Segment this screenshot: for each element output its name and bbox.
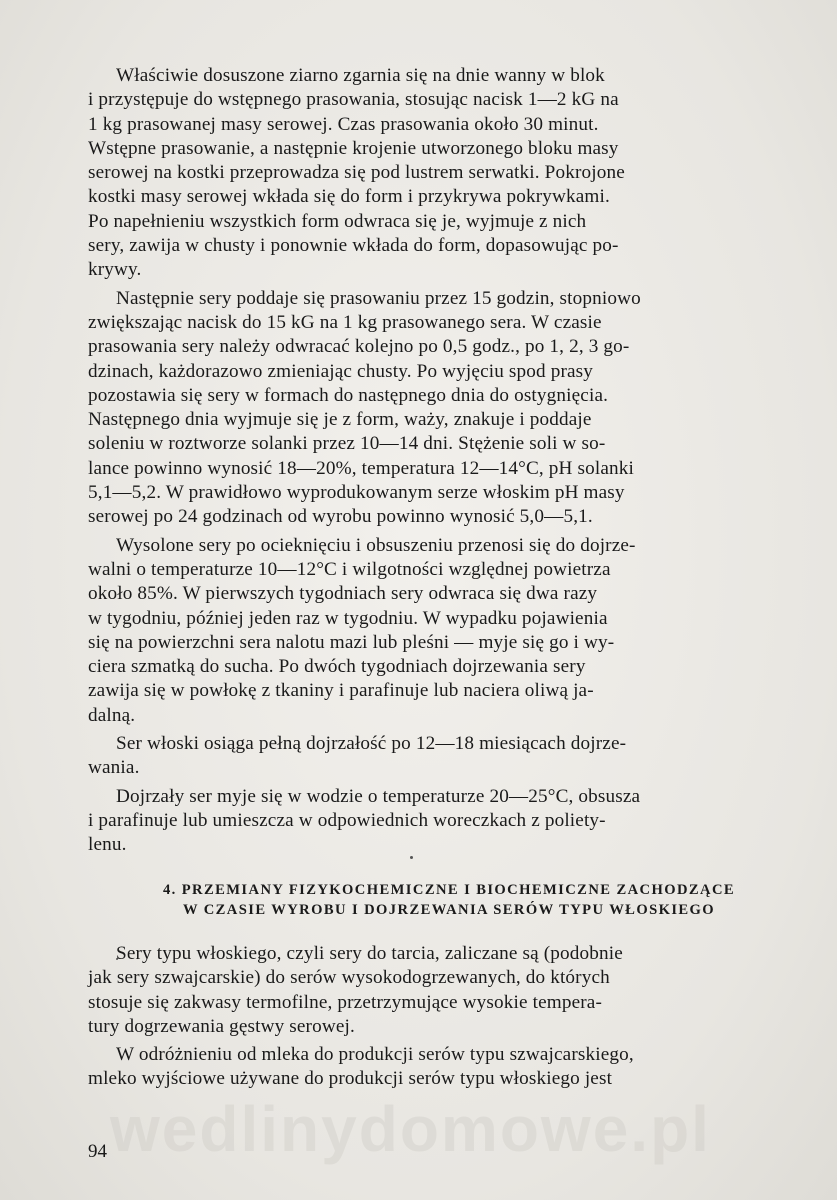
paragraph-pressing: Właściwie dosuszone ziarno zgarnia się na dnie wanny w blok i przystępuje do wstępnego prasowania, stosując nacisk 1—2 kG na 1 kg prasowanej masy serowej. Czas prasowania około 30 minut. Wstępne prasowanie, a następnie krojenie utworzonego bloku masy serowej na kostki przeprowadza się pod lustrem serwatki. Pokrojone kostki masy serowej wkłada się do form i przykrywa pokrywkami. Po napełnieniu wszystkich form odwraca się je, wyjmuje z nich sery, zawija w chusty i ponownie wkłada do form, dopasowując po- krywy. (88, 65, 625, 281)
body-text-top (88, 64, 808, 858)
section-heading-line-1: 4. PRZEMIANY FIZYKOCHEMICZNE I BIOCHEMICZNE ZACHODZĄCE (162, 882, 736, 898)
body-text-bottom (88, 942, 808, 1092)
section-heading (96, 880, 802, 920)
paragraph-washing: Dojrzały ser myje się w wodzie o temperaturze 20—25°C, obsusza i parafinuje lub umieszcza w odpowiednich woreczkach z poliety- lenu. (88, 785, 641, 856)
watermark: wedlinydomowe.pl (110, 1093, 711, 1165)
paragraph-ripening-room: Wysolone sery po ocieknięciu i obsuszeniu przenosi się do dojrze- walni o temperaturze 10—12°C i wilgotności względnej powietrza około 85%. W pierwszych tygodniach sery odwraca się dwa razy w tygodniu, później jeden raz w tygodniu. W wypadku pojawienia się na powierzchni sera nalotu mazi lub pleśni — myje się go i wy- ciera szmatką do sucha. Po dwóch tygodniach dojrzewania sery zawija się w powłokę z tkaniny i parafinuje lub naciera oliwą ja- dalną. (88, 534, 636, 726)
paragraph-milk-difference: W odróżnieniu od mleka do produkcji serów typu szwajcarskiego, mleko wyjściowe używane do produkcji serów typu włoskiego jest (88, 1044, 634, 1090)
paragraph-salting: Następnie sery poddaje się prasowaniu przez 15 godzin, stopniowo zwiększając nacisk do 15 kG na 1 kg prasowanego sera. W czasie prasowania sery należy odwracać kolejno po 0,5 godz., po 1, 2, 3 go- dzinach, każdorazowo zmieniając chusty. Po wyjęciu spod prasy pozostawia się sery w formach do następnego dnia do ostygnięcia. Następnego dnia wyjmuje się je z form, waży, znakuje i poddaje soleniu w roztworze solanki przez 10—14 dni. Stężenie soli w so- lance powinno wynosić 18—20%, temperatura 12—14°C, pH solanki 5,1—5,2. W prawidłowo wyprodukowanym serze włoskim pH masy serowej po 24 godzinach od wyrobu powinno wynosić 5,0—5,1. (88, 287, 641, 528)
print-speck (410, 856, 413, 859)
section-heading-line-2: W CZASIE WYROBU I DOJRZEWANIA SERÓW TYPU WŁOSKIEGO (182, 902, 716, 918)
paragraph-italian-cheese-type: Sery typu włoskiego, czyli sery do tarcia, zaliczane są (podobnie jak sery szwajcarskie) do serów wysokodogrzewanych, do których stosuje się zakwasy termofilne, przetrzymujące wysokie tempera- tury dogrzewania gęstwy serowej. (88, 943, 623, 1037)
page-number: 94 (88, 1141, 107, 1162)
paragraph-full-maturity: Ser włoski osiąga pełną dojrzałość po 12—18 miesiącach dojrze- wania. (88, 733, 627, 779)
